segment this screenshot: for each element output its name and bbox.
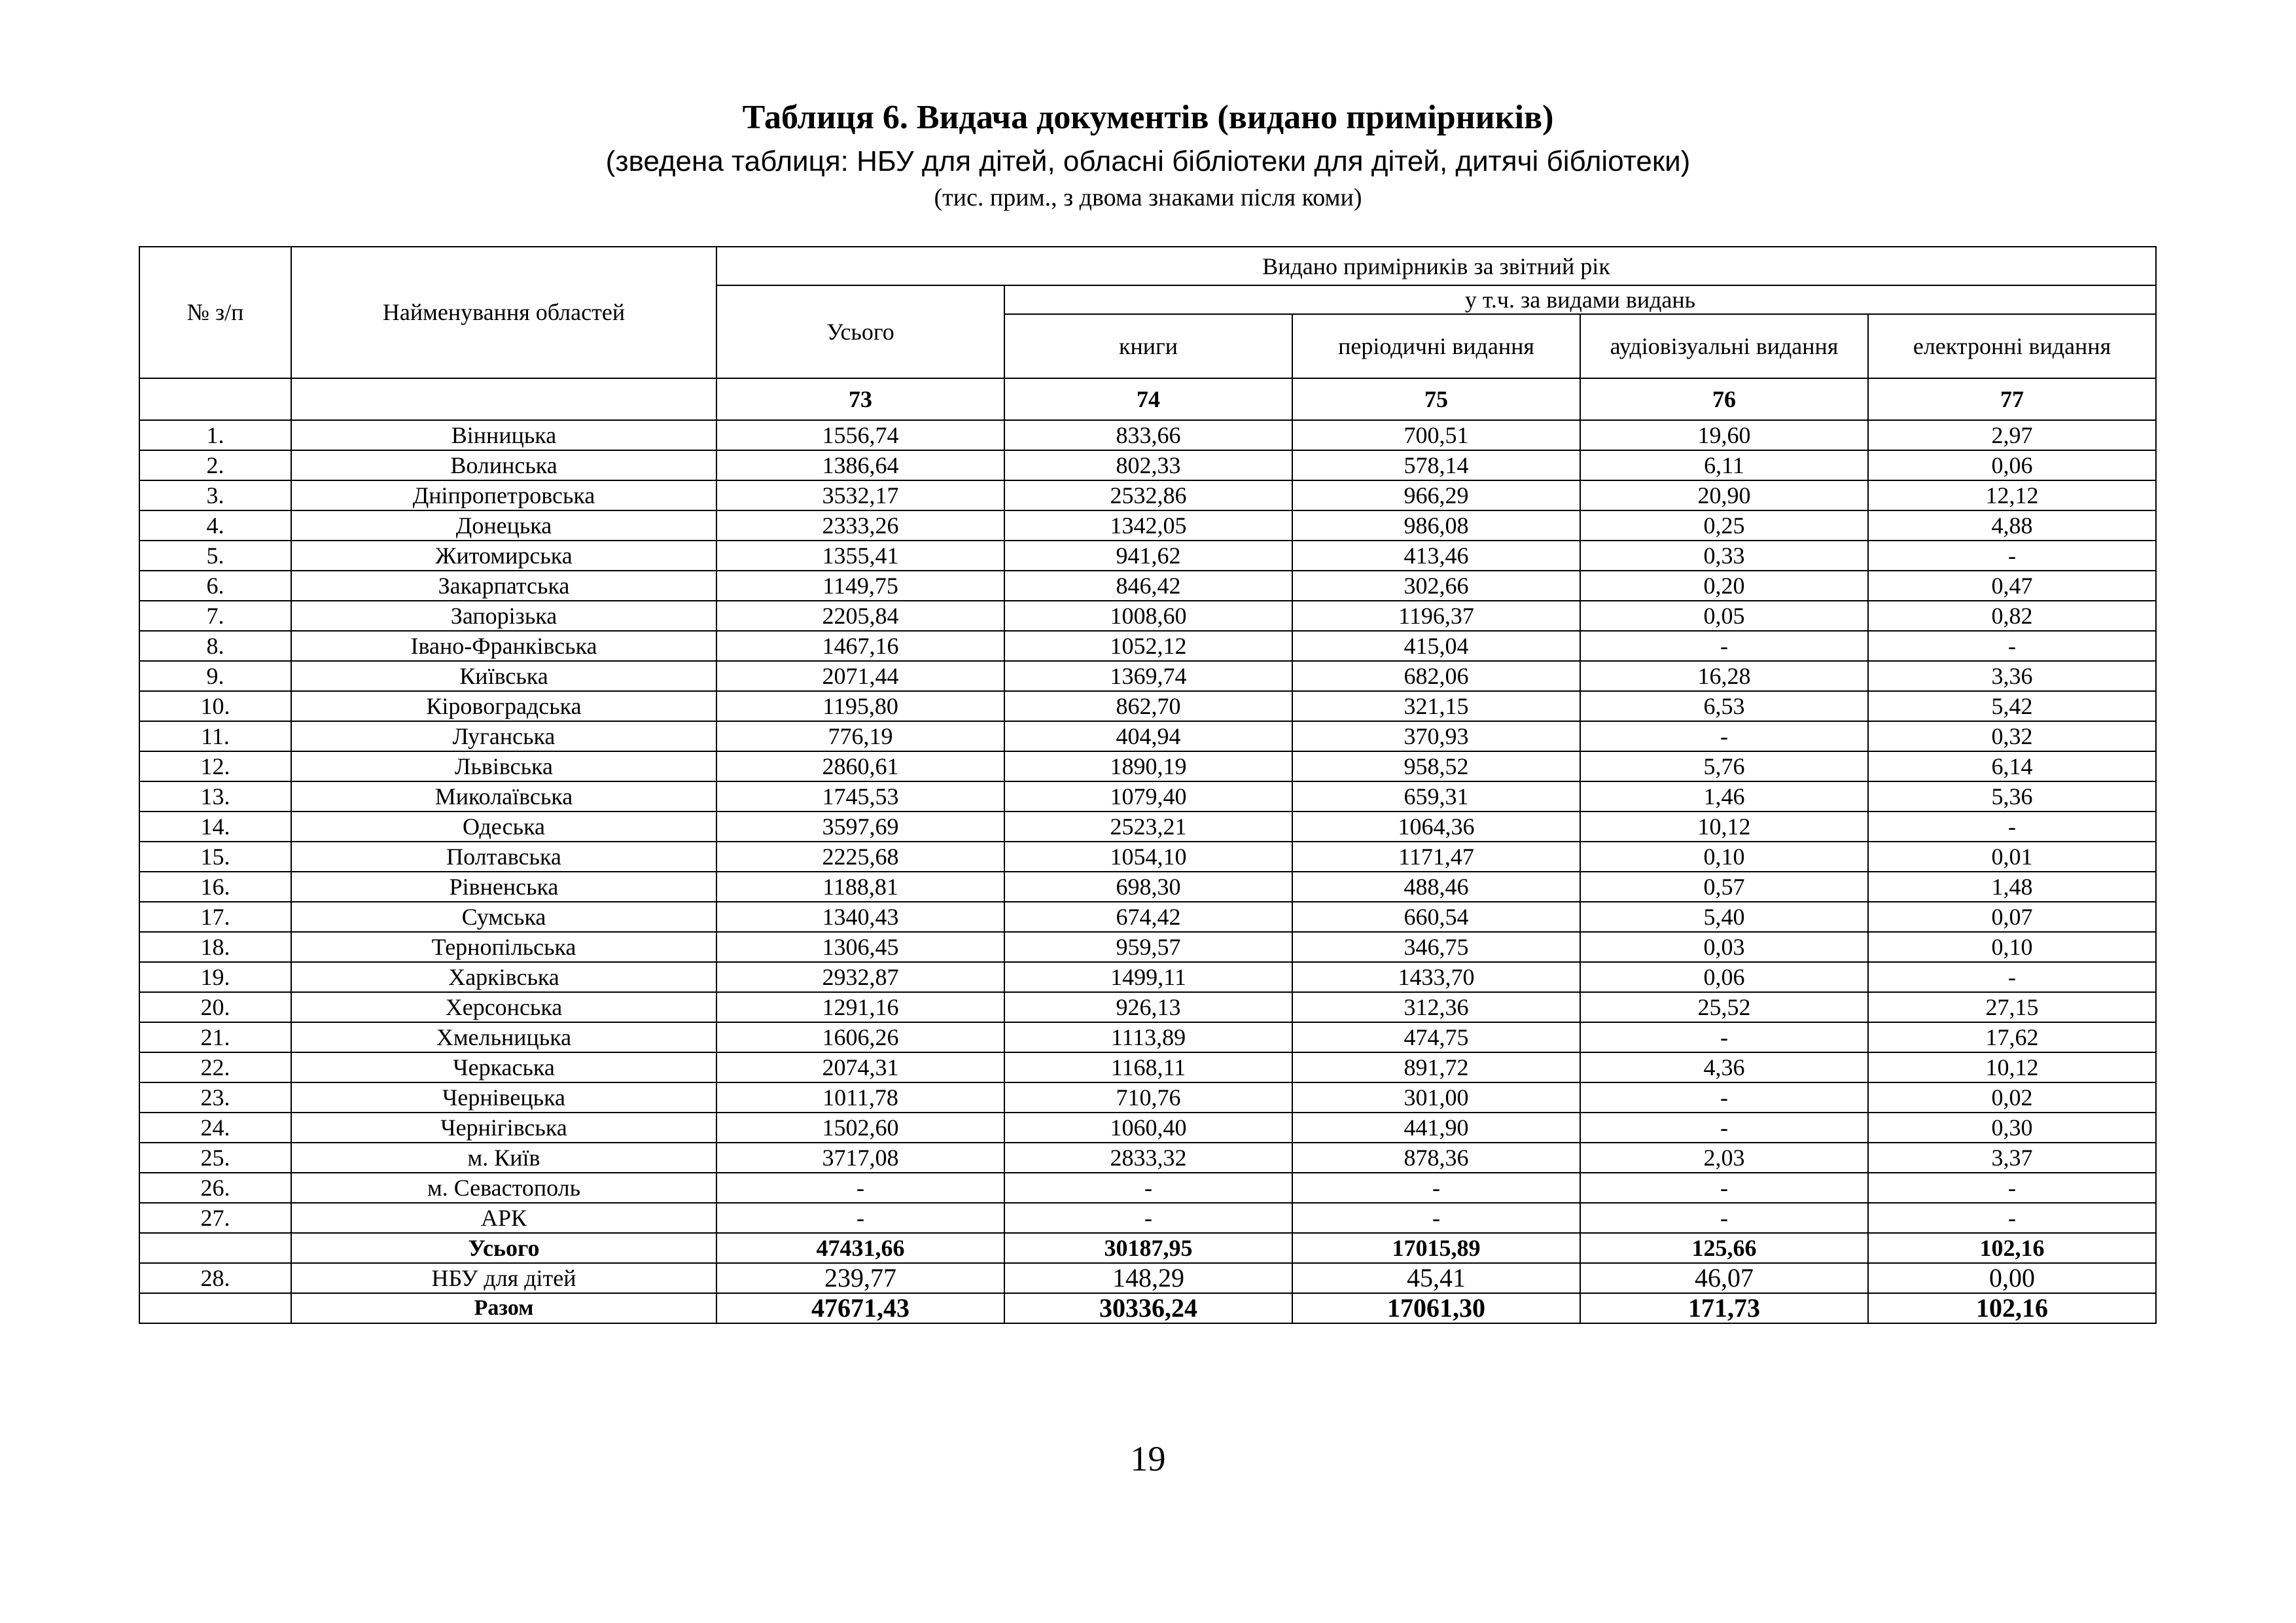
audiovisual-value: 125,66 bbox=[1580, 1233, 1868, 1263]
audiovisual-value: 6,11 bbox=[1580, 450, 1868, 480]
region-name: Хмельницька bbox=[291, 1022, 716, 1052]
row-number: 26. bbox=[139, 1173, 291, 1203]
row-number: 19. bbox=[139, 962, 291, 992]
row-number: 18. bbox=[139, 932, 291, 962]
region-name: Усього bbox=[291, 1233, 716, 1263]
table-row bbox=[139, 510, 2156, 541]
audiovisual-value: 0,06 bbox=[1580, 962, 1868, 992]
total-value: 47671,43 bbox=[716, 1293, 1004, 1323]
total-value: 239,77 bbox=[716, 1263, 1004, 1293]
row-number: 28. bbox=[139, 1263, 291, 1293]
periodicals-value: 488,46 bbox=[1292, 872, 1580, 902]
periodicals-value: 1171,47 bbox=[1292, 842, 1580, 872]
periodicals-value: 1433,70 bbox=[1292, 962, 1580, 992]
electronic-value: 4,88 bbox=[1868, 510, 2156, 541]
audiovisual-value: - bbox=[1580, 1022, 1868, 1052]
total-value: 2333,26 bbox=[716, 510, 1004, 541]
row-number: 6. bbox=[139, 571, 291, 601]
region-name: Львівська bbox=[291, 751, 716, 781]
row-number: 22. bbox=[139, 1052, 291, 1082]
books-value: 959,57 bbox=[1004, 932, 1292, 962]
electronic-value: 3,37 bbox=[1868, 1143, 2156, 1173]
table-row bbox=[139, 992, 2156, 1022]
electronic-value: 102,16 bbox=[1868, 1233, 2156, 1263]
periodicals-value: 878,36 bbox=[1292, 1143, 1580, 1173]
audiovisual-value: 0,33 bbox=[1580, 541, 1868, 571]
col-header-total: Усього bbox=[716, 285, 1004, 378]
audiovisual-value: 19,60 bbox=[1580, 420, 1868, 450]
electronic-value: 17,62 bbox=[1868, 1022, 2156, 1052]
books-value: 1060,40 bbox=[1004, 1113, 1292, 1143]
row-number: 13. bbox=[139, 781, 291, 812]
row-number: 20. bbox=[139, 992, 291, 1022]
col-header-electronic: електронні видання bbox=[1868, 314, 2156, 378]
total-value: 2860,61 bbox=[716, 751, 1004, 781]
electronic-value: 0,00 bbox=[1868, 1263, 2156, 1293]
books-value: 2833,32 bbox=[1004, 1143, 1292, 1173]
region-name: Чернівецька bbox=[291, 1082, 716, 1113]
total-value: 1291,16 bbox=[716, 992, 1004, 1022]
periodicals-value: 346,75 bbox=[1292, 932, 1580, 962]
audiovisual-value: 0,03 bbox=[1580, 932, 1868, 962]
region-name: Херсонська bbox=[291, 992, 716, 1022]
periodicals-value: 986,08 bbox=[1292, 510, 1580, 541]
electronic-value: 0,47 bbox=[1868, 571, 2156, 601]
col-code: 75 bbox=[1292, 378, 1580, 420]
total-value: 1745,53 bbox=[716, 781, 1004, 812]
table-title: Таблиця 6. Видача документів (видано примірників) bbox=[742, 99, 1554, 136]
table-row bbox=[139, 721, 2156, 751]
col-code: 77 bbox=[1868, 378, 2156, 420]
region-name: Закарпатська bbox=[291, 571, 716, 601]
periodicals-value: 1196,37 bbox=[1292, 601, 1580, 631]
total-value: 1195,80 bbox=[716, 691, 1004, 721]
row-number: 10. bbox=[139, 691, 291, 721]
table-row bbox=[139, 902, 2156, 932]
periodicals-value: 660,54 bbox=[1292, 902, 1580, 932]
books-value: 2532,86 bbox=[1004, 480, 1292, 510]
table-row bbox=[139, 601, 2156, 631]
row-number: 8. bbox=[139, 631, 291, 661]
row-number: 2. bbox=[139, 450, 291, 480]
region-name: Харківська bbox=[291, 962, 716, 992]
total-value: - bbox=[716, 1203, 1004, 1233]
total-value: 1188,81 bbox=[716, 872, 1004, 902]
table-row bbox=[139, 1022, 2156, 1052]
table-row bbox=[139, 1263, 2156, 1293]
periodicals-value: 1064,36 bbox=[1292, 812, 1580, 842]
periodicals-value: 415,04 bbox=[1292, 631, 1580, 661]
row-number: 15. bbox=[139, 842, 291, 872]
total-value: 2205,84 bbox=[716, 601, 1004, 631]
region-name: Тернопільська bbox=[291, 932, 716, 962]
electronic-value: 5,42 bbox=[1868, 691, 2156, 721]
audiovisual-value: - bbox=[1580, 631, 1868, 661]
audiovisual-value: 0,57 bbox=[1580, 872, 1868, 902]
electronic-value: 0,82 bbox=[1868, 601, 2156, 631]
audiovisual-value: 0,05 bbox=[1580, 601, 1868, 631]
table-row bbox=[139, 691, 2156, 721]
code-cell-blank bbox=[291, 378, 716, 420]
audiovisual-value: - bbox=[1580, 721, 1868, 751]
table-row bbox=[139, 812, 2156, 842]
periodicals-value: 370,93 bbox=[1292, 721, 1580, 751]
total-value: 2074,31 bbox=[716, 1052, 1004, 1082]
col-header-group: Видано примірників за звітний рік bbox=[716, 247, 2156, 285]
row-number: 23. bbox=[139, 1082, 291, 1113]
total-value: 3597,69 bbox=[716, 812, 1004, 842]
periodicals-value: 17061,30 bbox=[1292, 1293, 1580, 1323]
books-value: - bbox=[1004, 1203, 1292, 1233]
periodicals-value: 700,51 bbox=[1292, 420, 1580, 450]
table-row bbox=[139, 1082, 2156, 1113]
books-value: 2523,21 bbox=[1004, 812, 1292, 842]
total-value: 2071,44 bbox=[716, 661, 1004, 691]
total-value: 1149,75 bbox=[716, 571, 1004, 601]
audiovisual-value: 5,76 bbox=[1580, 751, 1868, 781]
total-value: 3532,17 bbox=[716, 480, 1004, 510]
region-name: Кіровоградська bbox=[291, 691, 716, 721]
audiovisual-value: - bbox=[1580, 1203, 1868, 1233]
electronic-value: 102,16 bbox=[1868, 1293, 2156, 1323]
region-name: Київська bbox=[291, 661, 716, 691]
electronic-value: - bbox=[1868, 1173, 2156, 1203]
books-value: 941,62 bbox=[1004, 541, 1292, 571]
periodicals-value: 966,29 bbox=[1292, 480, 1580, 510]
row-number: 11. bbox=[139, 721, 291, 751]
table-row bbox=[139, 872, 2156, 902]
table-row bbox=[139, 1052, 2156, 1082]
electronic-value: - bbox=[1868, 541, 2156, 571]
row-number: 9. bbox=[139, 661, 291, 691]
row-number: 1. bbox=[139, 420, 291, 450]
electronic-value: - bbox=[1868, 631, 2156, 661]
electronic-value: - bbox=[1868, 812, 2156, 842]
issuance-table bbox=[139, 246, 2157, 1324]
audiovisual-value: 10,12 bbox=[1580, 812, 1868, 842]
periodicals-value: 45,41 bbox=[1292, 1263, 1580, 1293]
total-value: 1606,26 bbox=[716, 1022, 1004, 1052]
audiovisual-value: 0,25 bbox=[1580, 510, 1868, 541]
region-name: Житомирська bbox=[291, 541, 716, 571]
table-row bbox=[139, 480, 2156, 510]
region-name: Одеська bbox=[291, 812, 716, 842]
periodicals-value: - bbox=[1292, 1173, 1580, 1203]
audiovisual-value: 25,52 bbox=[1580, 992, 1868, 1022]
table-row bbox=[139, 1173, 2156, 1203]
audiovisual-value: 0,10 bbox=[1580, 842, 1868, 872]
audiovisual-value: 2,03 bbox=[1580, 1143, 1868, 1173]
audiovisual-value: - bbox=[1580, 1082, 1868, 1113]
table-row bbox=[139, 571, 2156, 601]
region-name: Вінницька bbox=[291, 420, 716, 450]
total-value: 2225,68 bbox=[716, 842, 1004, 872]
row-number: 4. bbox=[139, 510, 291, 541]
total-value: 776,19 bbox=[716, 721, 1004, 751]
row-number: 24. bbox=[139, 1113, 291, 1143]
region-name: Миколаївська bbox=[291, 781, 716, 812]
region-name: Донецька bbox=[291, 510, 716, 541]
col-header-number: № з/п bbox=[139, 247, 291, 378]
audiovisual-value: 20,90 bbox=[1580, 480, 1868, 510]
periodicals-value: 474,75 bbox=[1292, 1022, 1580, 1052]
books-value: 30336,24 bbox=[1004, 1293, 1292, 1323]
col-header-name: Найменування областей bbox=[291, 247, 716, 378]
region-name: Разом bbox=[291, 1293, 716, 1323]
audiovisual-value: 4,36 bbox=[1580, 1052, 1868, 1082]
total-value: 1386,64 bbox=[716, 450, 1004, 480]
books-value: 710,76 bbox=[1004, 1082, 1292, 1113]
col-header-periodicals: періодичні видання bbox=[1292, 314, 1580, 378]
electronic-value: - bbox=[1868, 1203, 2156, 1233]
col-header-audiovisual: аудіовізуальні видання bbox=[1580, 314, 1868, 378]
electronic-value: 0,07 bbox=[1868, 902, 2156, 932]
table-row bbox=[139, 420, 2156, 450]
total-value: 3717,08 bbox=[716, 1143, 1004, 1173]
table-row bbox=[139, 932, 2156, 962]
table-row bbox=[139, 751, 2156, 781]
region-name: Рівненська bbox=[291, 872, 716, 902]
electronic-value: 3,36 bbox=[1868, 661, 2156, 691]
electronic-value: 27,15 bbox=[1868, 992, 2156, 1022]
row-number: 14. bbox=[139, 812, 291, 842]
row-number: 16. bbox=[139, 872, 291, 902]
audiovisual-value: - bbox=[1580, 1113, 1868, 1143]
table-row bbox=[139, 450, 2156, 480]
books-value: 802,33 bbox=[1004, 450, 1292, 480]
region-name: Івано-Франківська bbox=[291, 631, 716, 661]
books-value: 1008,60 bbox=[1004, 601, 1292, 631]
region-name: Чернігівська bbox=[291, 1113, 716, 1143]
row-number: 27. bbox=[139, 1203, 291, 1233]
periodicals-value: 958,52 bbox=[1292, 751, 1580, 781]
books-value: 404,94 bbox=[1004, 721, 1292, 751]
row-number: 5. bbox=[139, 541, 291, 571]
periodicals-value: 413,46 bbox=[1292, 541, 1580, 571]
region-name: НБУ для дітей bbox=[291, 1263, 716, 1293]
region-name: АРК bbox=[291, 1203, 716, 1233]
electronic-value: 0,01 bbox=[1868, 842, 2156, 872]
electronic-value: 10,12 bbox=[1868, 1052, 2156, 1082]
row-number: 21. bbox=[139, 1022, 291, 1052]
books-value: 1369,74 bbox=[1004, 661, 1292, 691]
periodicals-value: 441,90 bbox=[1292, 1113, 1580, 1143]
periodicals-value: 578,14 bbox=[1292, 450, 1580, 480]
books-value: 1113,89 bbox=[1004, 1022, 1292, 1052]
code-cell-blank bbox=[139, 378, 291, 420]
books-value: 862,70 bbox=[1004, 691, 1292, 721]
table-row bbox=[139, 631, 2156, 661]
books-value: 148,29 bbox=[1004, 1263, 1292, 1293]
table-row bbox=[139, 1233, 2156, 1263]
books-value: 674,42 bbox=[1004, 902, 1292, 932]
books-value: - bbox=[1004, 1173, 1292, 1203]
row-number: 12. bbox=[139, 751, 291, 781]
table-body bbox=[139, 420, 2156, 1323]
region-name: Луганська bbox=[291, 721, 716, 751]
page-number: 19 bbox=[1130, 1439, 1166, 1478]
table-row bbox=[139, 541, 2156, 571]
total-value: 1306,45 bbox=[716, 932, 1004, 962]
electronic-value: 1,48 bbox=[1868, 872, 2156, 902]
electronic-value: 0,10 bbox=[1868, 932, 2156, 962]
audiovisual-value: 0,20 bbox=[1580, 571, 1868, 601]
region-name: Сумська bbox=[291, 902, 716, 932]
periodicals-value: 301,00 bbox=[1292, 1082, 1580, 1113]
table-header bbox=[139, 247, 2156, 420]
row-number bbox=[139, 1233, 291, 1263]
books-value: 1342,05 bbox=[1004, 510, 1292, 541]
books-value: 1499,11 bbox=[1004, 962, 1292, 992]
table-row bbox=[139, 1203, 2156, 1233]
books-value: 833,66 bbox=[1004, 420, 1292, 450]
books-value: 1054,10 bbox=[1004, 842, 1292, 872]
col-header-subgroup: у т.ч. за видами видань bbox=[1004, 285, 2156, 314]
row-number: 3. bbox=[139, 480, 291, 510]
table-row bbox=[139, 842, 2156, 872]
electronic-value: - bbox=[1868, 962, 2156, 992]
region-name: Дніпропетровська bbox=[291, 480, 716, 510]
electronic-value: 6,14 bbox=[1868, 751, 2156, 781]
col-code: 74 bbox=[1004, 378, 1292, 420]
periodicals-value: 302,66 bbox=[1292, 571, 1580, 601]
electronic-value: 5,36 bbox=[1868, 781, 2156, 812]
row-number bbox=[139, 1293, 291, 1323]
periodicals-value: 891,72 bbox=[1292, 1052, 1580, 1082]
electronic-value: 0,06 bbox=[1868, 450, 2156, 480]
books-value: 1079,40 bbox=[1004, 781, 1292, 812]
col-code: 76 bbox=[1580, 378, 1868, 420]
region-name: м. Севастополь bbox=[291, 1173, 716, 1203]
audiovisual-value: 6,53 bbox=[1580, 691, 1868, 721]
electronic-value: 0,32 bbox=[1868, 721, 2156, 751]
periodicals-value: 17015,89 bbox=[1292, 1233, 1580, 1263]
books-value: 1890,19 bbox=[1004, 751, 1292, 781]
row-number: 17. bbox=[139, 902, 291, 932]
col-code: 73 bbox=[716, 378, 1004, 420]
region-name: Волинська bbox=[291, 450, 716, 480]
units-note: (тис. прим., з двома знаками після коми) bbox=[934, 184, 1362, 211]
table-subtitle: (зведена таблиця: НБУ для дітей, обласні бібліотеки для дітей, дитячі бібліотеки) bbox=[605, 145, 1691, 177]
table-row bbox=[139, 1293, 2156, 1323]
table-row bbox=[139, 781, 2156, 812]
books-value: 926,13 bbox=[1004, 992, 1292, 1022]
total-value: - bbox=[716, 1173, 1004, 1203]
electronic-value: 12,12 bbox=[1868, 480, 2156, 510]
total-value: 47431,66 bbox=[716, 1233, 1004, 1263]
periodicals-value: - bbox=[1292, 1203, 1580, 1233]
col-header-books: книги bbox=[1004, 314, 1292, 378]
periodicals-value: 659,31 bbox=[1292, 781, 1580, 812]
periodicals-value: 312,36 bbox=[1292, 992, 1580, 1022]
total-value: 1502,60 bbox=[716, 1113, 1004, 1143]
region-name: м. Київ bbox=[291, 1143, 716, 1173]
row-number: 7. bbox=[139, 601, 291, 631]
region-name: Запорізька bbox=[291, 601, 716, 631]
books-value: 698,30 bbox=[1004, 872, 1292, 902]
books-value: 30187,95 bbox=[1004, 1233, 1292, 1263]
total-value: 1011,78 bbox=[716, 1082, 1004, 1113]
region-name: Черкаська bbox=[291, 1052, 716, 1082]
books-value: 1168,11 bbox=[1004, 1052, 1292, 1082]
audiovisual-value: 16,28 bbox=[1580, 661, 1868, 691]
books-value: 846,42 bbox=[1004, 571, 1292, 601]
audiovisual-value: 1,46 bbox=[1580, 781, 1868, 812]
electronic-value: 0,02 bbox=[1868, 1082, 2156, 1113]
total-value: 1467,16 bbox=[716, 631, 1004, 661]
electronic-value: 2,97 bbox=[1868, 420, 2156, 450]
books-value: 1052,12 bbox=[1004, 631, 1292, 661]
row-number: 25. bbox=[139, 1143, 291, 1173]
table-row bbox=[139, 1143, 2156, 1173]
table-row bbox=[139, 962, 2156, 992]
audiovisual-value: 46,07 bbox=[1580, 1263, 1868, 1293]
total-value: 1355,41 bbox=[716, 541, 1004, 571]
electronic-value: 0,30 bbox=[1868, 1113, 2156, 1143]
audiovisual-value: 171,73 bbox=[1580, 1293, 1868, 1323]
audiovisual-value: 5,40 bbox=[1580, 902, 1868, 932]
periodicals-value: 682,06 bbox=[1292, 661, 1580, 691]
periodicals-value: 321,15 bbox=[1292, 691, 1580, 721]
table-row bbox=[139, 1113, 2156, 1143]
audiovisual-value: - bbox=[1580, 1173, 1868, 1203]
total-value: 2932,87 bbox=[716, 962, 1004, 992]
region-name: Полтавська bbox=[291, 842, 716, 872]
table-row bbox=[139, 661, 2156, 691]
total-value: 1340,43 bbox=[716, 902, 1004, 932]
total-value: 1556,74 bbox=[716, 420, 1004, 450]
